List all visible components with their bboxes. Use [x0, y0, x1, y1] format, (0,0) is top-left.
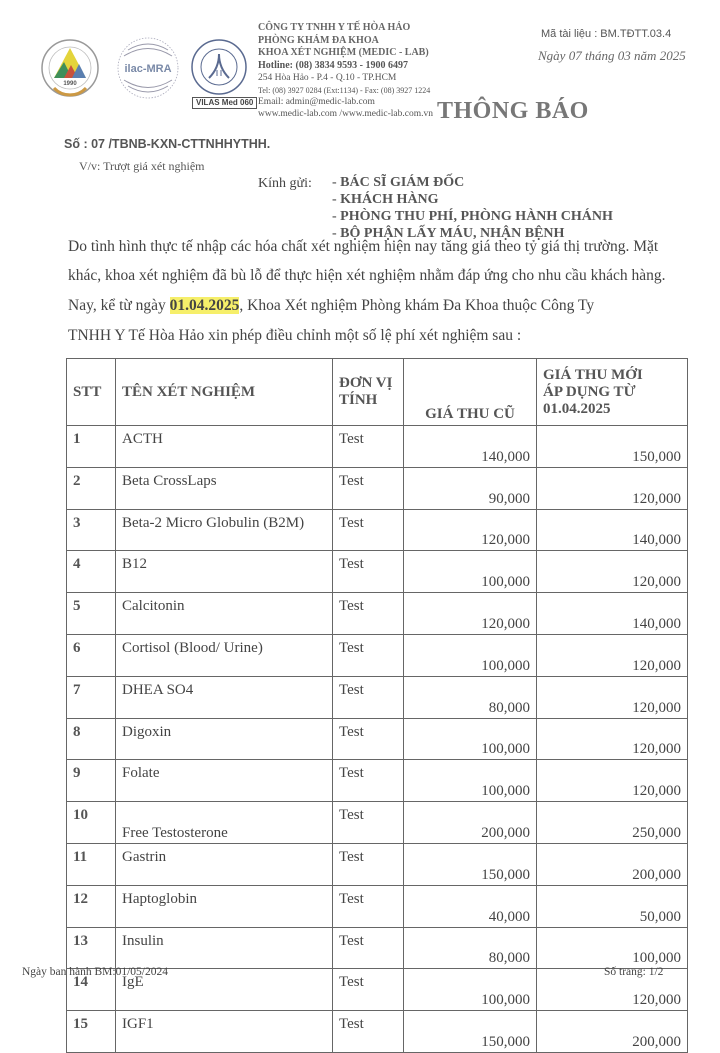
row-stt: 4 — [67, 551, 116, 593]
body-line-3-prefix: Nay, kể từ ngày — [68, 297, 170, 314]
row-unit: Test — [333, 551, 404, 593]
row-stt: 9 — [67, 760, 116, 802]
table-row — [67, 426, 688, 468]
row-unit: Test — [333, 676, 404, 718]
row-unit: Test — [333, 927, 404, 969]
website: www.medic-lab.com /www.medic-lab.com.vn — [258, 109, 433, 119]
table-row — [67, 509, 688, 551]
row-test-name: Beta-2 Micro Globulin (B2M) — [116, 509, 333, 551]
fee-table — [66, 358, 688, 1053]
table-row — [67, 634, 688, 676]
row-new-price: 120,000 — [537, 467, 688, 509]
row-old-price: 80,000 — [404, 927, 537, 969]
row-test-name: B12 — [116, 551, 333, 593]
row-new-price: 120,000 — [537, 551, 688, 593]
table-header-row — [67, 359, 688, 426]
row-stt: 15 — [67, 1011, 116, 1053]
header-unit-line2: TÍNH — [339, 392, 378, 408]
row-old-price: 100,000 — [404, 551, 537, 593]
row-unit: Test — [333, 718, 404, 760]
page-number: Số trang: 1/2 — [604, 966, 664, 978]
row-unit: Test — [333, 885, 404, 927]
row-new-price: 120,000 — [537, 676, 688, 718]
medic-lab-logo — [40, 38, 100, 98]
row-unit: Test — [333, 1011, 404, 1053]
header-old-price: GIÁ THU CŨ — [404, 359, 537, 426]
clinic-name: PHÒNG KHÁM ĐA KHOA — [258, 34, 379, 46]
row-stt: 11 — [67, 843, 116, 885]
row-stt: 2 — [67, 467, 116, 509]
row-stt: 8 — [67, 718, 116, 760]
row-test-name: Free Testosterone — [116, 802, 333, 844]
row-old-price: 100,000 — [404, 969, 537, 1011]
document-title: THÔNG BÁO — [437, 98, 589, 124]
recipient: - PHÒNG THU PHÍ, PHÒNG HÀNH CHÁNH — [332, 209, 613, 224]
row-stt: 10 — [67, 802, 116, 844]
row-stt: 5 — [67, 593, 116, 635]
row-old-price: 120,000 — [404, 593, 537, 635]
row-stt: 13 — [67, 927, 116, 969]
recipients-list — [332, 174, 613, 242]
table-row — [67, 1011, 688, 1053]
header-new-line2: ÁP DỤNG TỪ — [543, 383, 636, 400]
row-old-price: 100,000 — [404, 718, 537, 760]
ilac-mra-logo — [114, 36, 182, 100]
bureau-of-accreditation-logo — [188, 38, 250, 96]
row-old-price: 200,000 — [404, 802, 537, 844]
row-test-name: IGF1 — [116, 1011, 333, 1053]
row-new-price: 50,000 — [537, 885, 688, 927]
row-new-price: 150,000 — [537, 426, 688, 468]
table-row — [67, 593, 688, 635]
row-unit: Test — [333, 509, 404, 551]
header-test-name: TÊN XÉT NGHIỆM — [116, 359, 333, 426]
email: Email: admin@medic-lab.com — [258, 96, 375, 107]
reference-number: Số : 07 /TBNB-KXN-CTTNHHYTHH. — [64, 137, 271, 151]
row-new-price: 140,000 — [537, 509, 688, 551]
row-stt: 12 — [67, 885, 116, 927]
row-unit: Test — [333, 760, 404, 802]
recipient: - KHÁCH HÀNG — [332, 192, 439, 207]
table-row — [67, 676, 688, 718]
row-old-price: 40,000 — [404, 885, 537, 927]
row-new-price: 200,000 — [537, 1011, 688, 1053]
row-new-price: 100,000 — [537, 927, 688, 969]
row-old-price: 150,000 — [404, 1011, 537, 1053]
row-test-name: Gastrin — [116, 843, 333, 885]
row-test-name: Insulin — [116, 927, 333, 969]
body-line-4: TNHH Y Tế Hòa Hảo xin phép điều chỉnh một số lệ phí xét nghiệm sau : — [68, 327, 522, 344]
body-line-3-suffix: , Khoa Xét nghiệm Phòng khám Đa Khoa thuộc Công Ty — [239, 297, 595, 314]
row-test-name: Digoxin — [116, 718, 333, 760]
body-line-1: Do tình hình thực tế nhập các hóa chất xét nghiệm hiện nay tăng giá theo tỷ giá thị trường. Mặt — [68, 238, 659, 255]
company-name: CÔNG TY TNHH Y TẾ HÒA HẢO — [258, 22, 411, 33]
row-unit: Test — [333, 467, 404, 509]
recipient: - BÁC SĨ GIÁM ĐỐC — [332, 175, 465, 190]
table-row — [67, 885, 688, 927]
row-new-price: 120,000 — [537, 634, 688, 676]
header-new-line3: 01.04.2025 — [543, 400, 611, 417]
address: 254 Hòa Hảo - P.4 - Q.10 - TP.HCM — [258, 73, 397, 83]
table-row — [67, 843, 688, 885]
row-stt: 3 — [67, 509, 116, 551]
company-info — [258, 22, 433, 121]
row-unit: Test — [333, 969, 404, 1011]
row-test-name: Cortisol (Blood/ Urine) — [116, 634, 333, 676]
row-test-name: Haptoglobin — [116, 885, 333, 927]
table-row — [67, 760, 688, 802]
row-test-name: ACTH — [116, 426, 333, 468]
row-old-price: 150,000 — [404, 843, 537, 885]
row-unit: Test — [333, 426, 404, 468]
table-row — [67, 551, 688, 593]
table-row — [67, 802, 688, 844]
document-id: Mã tài liệu : BM.TĐTT.03.4 — [541, 28, 672, 40]
tel-fax: Tel: (08) 3927 0284 (Ext:1134) - Fax: (08) 3927 1224 — [258, 85, 431, 95]
recipient: - BỘ PHẬN LẤY MÁU, NHẬN BỆNH — [332, 226, 565, 241]
document-date: Ngày 07 tháng 03 năm 2025 — [538, 48, 686, 63]
row-unit: Test — [333, 634, 404, 676]
subject: V/v: Trượt giá xét nghiệm — [79, 159, 205, 173]
vilas-badge: VILAS Med 060 — [192, 97, 257, 109]
row-old-price: 80,000 — [404, 676, 537, 718]
hotline: Hotline: (08) 3834 9593 - 1900 6497 — [258, 59, 408, 71]
lab-name: KHOA XÉT NGHIỆM (MEDIC - LAB) — [258, 47, 429, 58]
body-line-3 — [68, 297, 594, 315]
row-new-price: 200,000 — [537, 843, 688, 885]
row-test-name: DHEA SO4 — [116, 676, 333, 718]
header-unit — [333, 359, 404, 426]
header-new-line1: GIÁ THU MỚI — [543, 366, 643, 383]
row-new-price: 120,000 — [537, 969, 688, 1011]
header-unit-line1: ĐƠN VỊ — [339, 375, 393, 391]
row-unit: Test — [333, 593, 404, 635]
table-row — [67, 718, 688, 760]
row-new-price: 250,000 — [537, 802, 688, 844]
row-unit: Test — [333, 843, 404, 885]
row-old-price: 100,000 — [404, 634, 537, 676]
row-new-price: 140,000 — [537, 593, 688, 635]
row-test-name: Beta CrossLaps — [116, 467, 333, 509]
header-new-price — [537, 359, 688, 426]
row-stt: 1 — [67, 426, 116, 468]
row-unit: Test — [333, 802, 404, 844]
body-line-2: khác, khoa xét nghiệm đã bù lỗ để thực hiện xét nghiệm nhằm đáp ứng cho nhu cầu khách hàng. — [68, 267, 666, 284]
row-test-name: Folate — [116, 760, 333, 802]
row-stt: 14 — [67, 969, 116, 1011]
table-row — [67, 467, 688, 509]
row-stt: 6 — [67, 634, 116, 676]
row-old-price: 120,000 — [404, 509, 537, 551]
row-new-price: 120,000 — [537, 718, 688, 760]
row-stt: 7 — [67, 676, 116, 718]
row-old-price: 90,000 — [404, 467, 537, 509]
recipients-label: Kính gửi: — [258, 176, 312, 191]
header-stt: STT — [67, 359, 116, 426]
row-test-name: Calcitonin — [116, 593, 333, 635]
row-test-name: IgE — [116, 969, 333, 1011]
effective-date-highlight: 01.04.2025 — [169, 297, 240, 314]
ilac-text: ilac-MRA — [124, 63, 172, 75]
issue-date: Ngày ban hành BM:01/05/2024 — [22, 966, 168, 978]
row-old-price: 100,000 — [404, 760, 537, 802]
row-new-price: 120,000 — [537, 760, 688, 802]
row-old-price: 140,000 — [404, 426, 537, 468]
logo-year: 1990 — [63, 81, 77, 87]
table-row — [67, 927, 688, 969]
